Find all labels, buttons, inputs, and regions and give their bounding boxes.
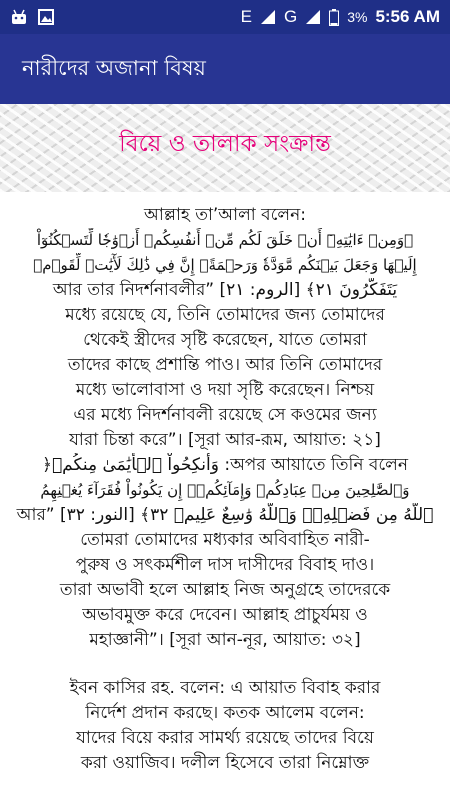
text-line: নির্দেশ প্রদান করছে। কতক আলেম বলেন: [85, 703, 365, 723]
article-content [8, 203, 442, 776]
text-line: যাদের বিয়ে করার সামর্থ্য রয়েছে তাদের বিয়ে [76, 728, 374, 748]
text-line: আর” [النور: ٣٢] ﴾ٱللَّهُ مِن فَضۡلِهِۦۗ وَٱللَّهُ وَٰسِعٌ عَلِيمٞ ٣٢ [16, 505, 434, 525]
text-line: মহাজ্ঞানী”। [সূরা আন-নূর, আয়াত: ৩২] [89, 630, 361, 650]
paragraph-gap [8, 653, 442, 676]
text-line: ইবন কাসির রহ. বলেন: এ আয়াত বিবাহ করার [69, 678, 381, 698]
section-title: বিয়ে ও তালাক সংক্রান্ত [119, 131, 331, 157]
image-icon [38, 9, 54, 25]
g-network-icon: G [283, 7, 298, 26]
clock: 5:56 AM [375, 7, 440, 26]
text-line: থেকেই স্ত্রীদের সৃষ্টি করেছেন, যাতে তোমরা [83, 330, 367, 350]
arabic-verse-line: إِلَيۡهَا وَجَعَلَ بَيۡنَكُم مَّوَدَّةٗ وَرَحۡمَةًۚ إِنَّ فِي ذَٰلِكَ لَأٓيَٰتٖ لِّقَوۡمٖ [33, 256, 417, 274]
text-line: আর তার নিদর্শনাবলীর” [الروم: ٢١] ﴾يَتَفَكَّرُونَ ٢١ [52, 280, 398, 300]
text-line: পুরুষ ও সৎকর্মশীল দাস দাসীদের বিবাহ দাও। [75, 555, 375, 575]
text-line: আল্লাহ তা’আলা বলেন: [144, 205, 306, 225]
text-line: তারা অভাবী হলে আল্লাহ নিজ অনুগ্রহে তাদেরকে [59, 580, 391, 600]
text-line: অভাবমুক্ত করে দেবেন। আল্লাহ প্রাচুর্যময় ও [82, 605, 368, 625]
e-network-icon: E [240, 7, 252, 26]
text-line: তোমরা তোমাদের মধ্যকার অবিবাহিত নারী- [80, 530, 370, 550]
arabic-verse-line: وَٱلصَّٰلِحِينَ مِنۡ عِبَادِكُمۡ وَإِمَآئِكُمۡۚ إِن يَكُونُواْ فُقَرَآءَ يُغۡنِهِمُ [40, 481, 410, 499]
app-title: নারীদের অজানা বিষয় [22, 55, 206, 80]
text-line: মধ্যে রয়েছে যে, তিনি তোমাদের জন্য তোমাদের [65, 305, 385, 325]
battery-icon [329, 9, 339, 26]
app-bar [0, 34, 450, 104]
text-line: মধ্যে ভালোবাসা ও দয়া সৃষ্টি করেছেন। নিশ্চয় [75, 380, 375, 400]
text-line: এর মধ্যে নিদর্শনাবলী রয়েছে সে কওমের জন্য [73, 405, 377, 425]
battery-percent: 3% [347, 9, 368, 25]
text-line: যারা চিন্তা করে”। [সূরা আর-রূম, আয়াত: ২১] [69, 430, 381, 450]
text-line: করা ওয়াজিব। দলীল হিসেবে তারা নিম্নোক্ত [80, 753, 370, 773]
text-line: ﴿وَأَنكِحُواْ ٱلۡأَيَٰمَىٰ مِنكُمۡ :অপর আয়াতে তিনি বলেন [41, 455, 408, 475]
signal-icon [305, 9, 321, 25]
arabic-verse-line: ﴿وَمِنۡ ءَايَٰتِهِۦٓ أَنۡ خَلَقَ لَكُم مِّنۡ أَنفُسِكُمۡ أَزۡوَٰجٗا لِّتَسۡكُنُوٓاْ [36, 231, 414, 249]
signal-icon [260, 9, 276, 25]
android-icon [10, 9, 28, 25]
text-line: তাদের কাছে প্রশান্তি পাও। আর তিনি তোমাদের [67, 355, 383, 375]
status-bar [0, 0, 450, 34]
